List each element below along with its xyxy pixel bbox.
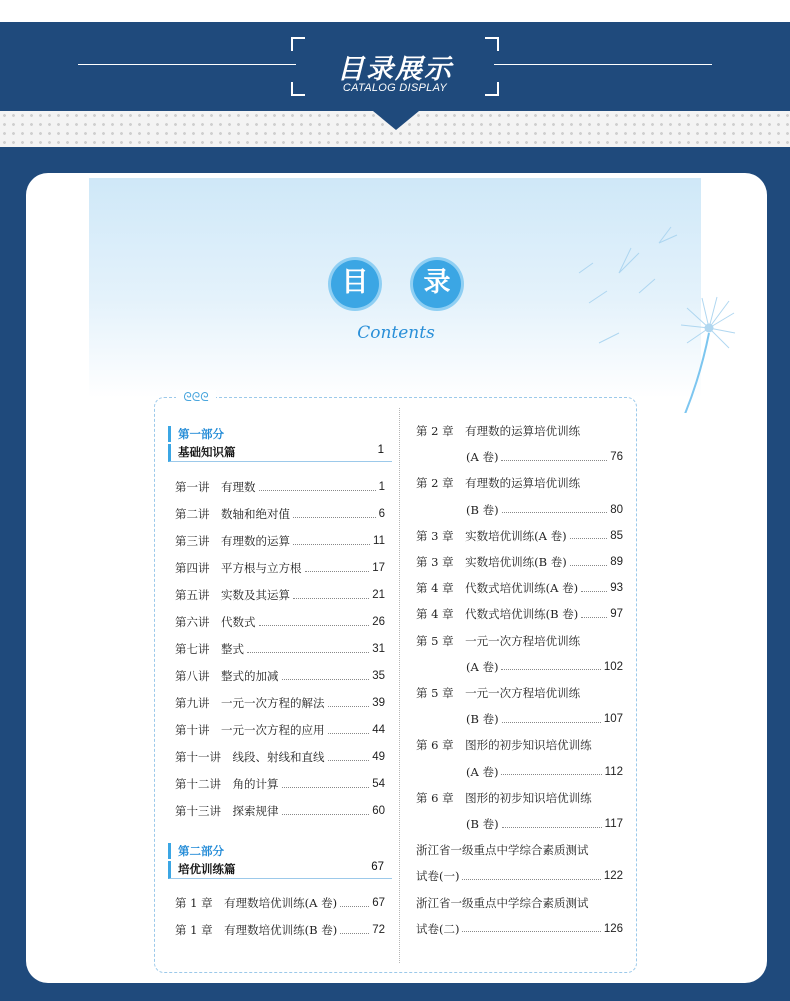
toc-entry-title: 第 3 章 实数培优训练(B 卷) (416, 555, 567, 569)
swirl-ornament: ᘓᘓᘓ (176, 390, 216, 404)
toc-entry-title: 浙江省一级重点中学综合素质测试 (416, 843, 589, 858)
toc-entry-page: 44 (372, 724, 385, 736)
toc-entry-page: 21 (372, 589, 385, 601)
toc-entry-title: 第十二讲 角的计算 (175, 777, 279, 791)
toc-entry-page: 93 (610, 582, 623, 595)
dot-leader (581, 617, 607, 618)
top-strip (0, 0, 790, 22)
dot-leader (259, 490, 376, 491)
toc-entry-title: 第九讲 一元一次方程的解法 (175, 696, 325, 710)
toc-entry-title: (B 卷) (466, 712, 499, 727)
toc-entry (466, 448, 623, 466)
dot-leader (502, 827, 602, 828)
toc-entry-title: (A 卷) (466, 450, 499, 465)
toc-entry (175, 559, 385, 577)
toc-entry-page: 97 (610, 608, 623, 621)
toc-entry (175, 613, 385, 631)
dot-leader (340, 933, 369, 934)
toc-entry (175, 921, 385, 939)
toc-entry (175, 894, 385, 912)
toc-entry-page: 60 (372, 805, 385, 817)
toc-entry (416, 553, 623, 571)
toc-entry-title: 第八讲 整式的加减 (175, 669, 279, 683)
toc-box (154, 397, 637, 973)
toc-entry-page: 102 (603, 660, 623, 673)
toc-entry (466, 710, 623, 728)
toc-entry-title: 第七讲 整式 (175, 642, 244, 656)
toc-entry-title: 浙江省一级重点中学综合素质测试 (416, 895, 589, 910)
toc-entry-title: 第 1 章 有理数培优训练(A 卷) (175, 896, 338, 910)
dot-leader (282, 787, 370, 788)
toc-entry-page: 49 (372, 751, 385, 763)
toc-entry-title: 第 4 章 代数式培优训练(B 卷) (416, 607, 579, 622)
toc-entry (175, 640, 385, 658)
dot-leader (502, 512, 608, 513)
contents-label: Contents (357, 323, 435, 343)
dot-leader (462, 879, 600, 880)
toc-entry-title: 第三讲 有理数的运算 (175, 534, 290, 548)
toc-entry-page: 6 (378, 508, 385, 520)
toc-entry (416, 736, 623, 754)
dot-leader (581, 591, 607, 592)
toc-entry (175, 721, 385, 739)
dot-leader (305, 571, 370, 572)
toc-entry (175, 586, 385, 604)
dot-leader (328, 760, 370, 761)
part2-heading-page: 67 (371, 861, 384, 873)
toc-entry-page: 89 (610, 556, 623, 568)
dot-leader (293, 544, 370, 545)
dot-leader (570, 538, 608, 539)
dot-leader (570, 565, 607, 566)
toc-entry-title: 第一讲 有理数 (175, 480, 256, 494)
toc-entry (416, 841, 623, 859)
dot-leader (247, 652, 369, 653)
toc-entry-page: 112 (604, 765, 623, 778)
toc-entry (466, 763, 623, 781)
toc-entry (416, 422, 623, 440)
column-divider (399, 408, 400, 963)
toc-entry-title: 第 2 章 有理数的运算培优训练 (416, 424, 581, 438)
toc-entry-page: 35 (372, 670, 385, 682)
page-title: 目录展示 (337, 54, 453, 85)
dot-leader (328, 733, 370, 734)
toc-entry-title: 第 5 章 一元一次方程培优训练 (416, 633, 581, 648)
toc-entry-page: 72 (372, 924, 385, 936)
toc-entry-title: 第 4 章 代数式培优训练(A 卷) (416, 581, 579, 596)
dot-leader (462, 931, 600, 932)
toc-entry-page: 17 (372, 562, 385, 574)
toc-entry-page: 85 (610, 529, 623, 542)
dot-leader (501, 774, 601, 775)
toc-entry-page: 67 (372, 897, 385, 909)
toc-entry-title: 第 5 章 一元一次方程培优训练 (416, 686, 581, 700)
toc-entry-page: 117 (604, 818, 623, 830)
toc-entry (416, 527, 623, 545)
toc-entry (416, 579, 623, 597)
toc-entry (416, 605, 623, 623)
toc-entry (175, 505, 385, 523)
toc-entry (416, 789, 623, 807)
toc-entry-page: 39 (372, 697, 385, 709)
catalog-header (0, 0, 790, 147)
toc-entry-page: 11 (373, 535, 385, 547)
toc-entry (175, 775, 385, 793)
toc-entry (175, 667, 385, 685)
toc-entry-page: 80 (610, 503, 623, 516)
toc-entry-title: 第十三讲 探索规律 (175, 804, 279, 818)
part2-heading-label: 培优训练篇 (178, 862, 236, 876)
toc-entry-page: 122 (603, 870, 623, 883)
part1-title: 第一部分 (168, 426, 378, 442)
toc-entry-title: 第十讲 一元一次方程的应用 (175, 723, 325, 737)
dot-leader (501, 669, 600, 670)
dot-leader (340, 906, 369, 907)
toc-entry-title: 试卷(二) (416, 921, 460, 936)
sky-banner (89, 178, 701, 398)
toc-entry (175, 694, 385, 712)
toc-entry-title: 第二讲 数轴和绝对值 (175, 507, 290, 521)
toc-entry (416, 474, 623, 492)
toc-entry (175, 478, 385, 496)
toc-entry-title: 第六讲 代数式 (175, 615, 256, 629)
toc-entry (416, 920, 623, 938)
pointer-notch (373, 111, 419, 130)
dot-leader (282, 679, 370, 680)
dot-leader (282, 814, 370, 815)
toc-entry-title: (A 卷) (466, 659, 499, 674)
toc-entry-title: (B 卷) (466, 817, 499, 831)
dot-leader (259, 625, 370, 626)
toc-entry (466, 815, 623, 833)
title-frame (291, 37, 499, 96)
toc-entry-page: 126 (603, 922, 623, 935)
toc-entry-page: 76 (610, 451, 623, 464)
toc-entry (416, 894, 623, 912)
page-subtitle: CATALOG DISPLAY (342, 82, 448, 94)
toc-entry (175, 532, 385, 550)
part1-heading-label: 基础知识篇 (178, 445, 236, 459)
toc-entry-title: 第四讲 平方根与立方根 (175, 561, 302, 575)
part1-heading (168, 444, 392, 462)
toc-entry-page: 54 (372, 778, 385, 790)
dot-leader (501, 460, 607, 461)
toc-entry-title: 第五讲 实数及其运算 (175, 588, 290, 602)
toc-entry (416, 867, 623, 885)
toc-card (26, 173, 767, 983)
toc-entry-title: 第 6 章 图形的初步知识培优训练 (416, 738, 592, 753)
toc-entry-title: 试卷(一) (416, 869, 460, 884)
toc-entry-title: 第 3 章 实数培优训练(A 卷) (416, 528, 567, 543)
dot-leader (293, 517, 376, 518)
toc-entry-title: 第 1 章 有理数培优训练(B 卷) (175, 923, 338, 937)
dot-leader (328, 706, 370, 707)
toc-entry-title: 第 2 章 有理数的运算培优训练 (416, 476, 581, 491)
toc-entry-title: (A 卷) (466, 764, 499, 779)
dandelion-illustration (559, 213, 759, 413)
toc-entry-page: 107 (603, 713, 623, 726)
toc-entry-title: (B 卷) (466, 502, 499, 517)
toc-entry (466, 501, 623, 519)
toc-entry-page: 26 (372, 616, 385, 628)
header-rule-left (78, 64, 296, 65)
toc-entry-title: 第 6 章 图形的初步知识培优训练 (416, 790, 592, 805)
dot-leader (293, 598, 369, 599)
toc-entry-title: 第十一讲 线段、射线和直线 (175, 750, 325, 764)
toc-entry-page: 31 (372, 643, 385, 655)
toc-entry (175, 802, 385, 820)
lu-character-badge: 录 (413, 260, 461, 308)
header-rule-right (494, 64, 712, 65)
toc-entry-page: 1 (378, 481, 385, 493)
part1-heading-page: 1 (377, 444, 384, 456)
toc-entry (416, 684, 623, 702)
toc-entry (175, 748, 385, 766)
dot-leader (502, 722, 601, 723)
mu-character-badge: 目 (331, 260, 379, 308)
part2-title: 第二部分 (168, 843, 378, 859)
part2-heading (168, 861, 392, 879)
toc-entry (416, 632, 623, 650)
toc-entry (466, 658, 623, 676)
